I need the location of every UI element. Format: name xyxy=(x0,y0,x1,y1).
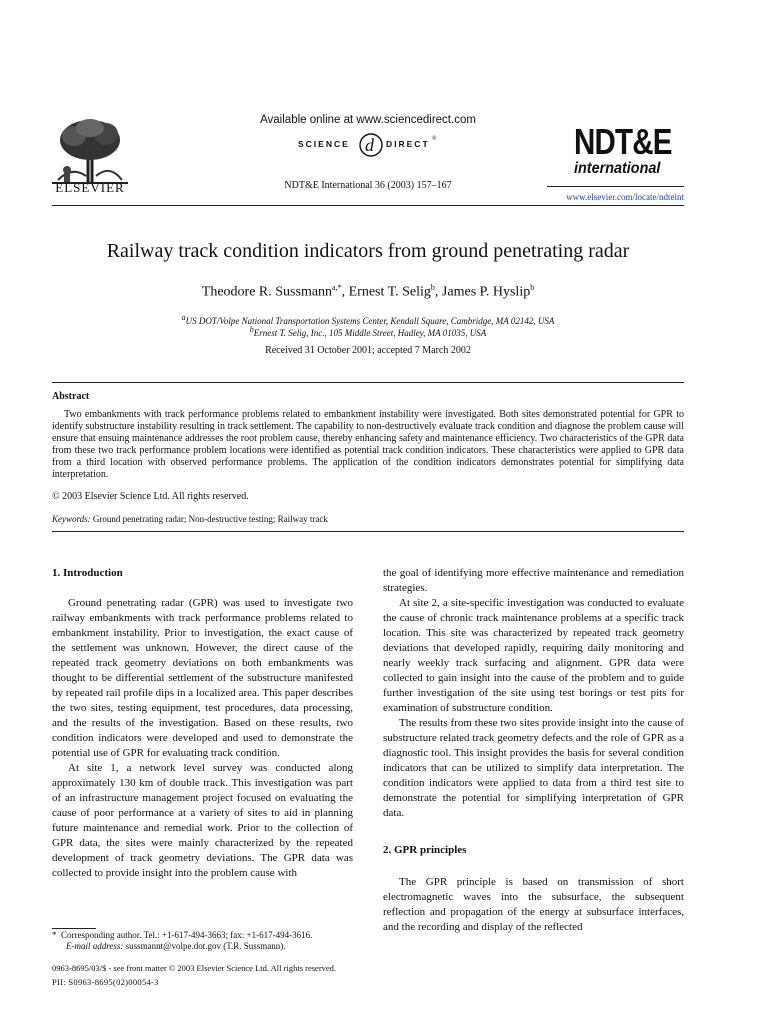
email-address[interactable]: sussmannt@volpe.dot.gov (T.R. Sussmann). xyxy=(125,941,286,951)
abstract-copyright: © 2003 Elsevier Science Ltd. All rights reserved. xyxy=(52,491,249,502)
affiliation-sup: b xyxy=(249,325,254,334)
journal-logo-top: NDT&E xyxy=(574,121,672,162)
svg-text:d: d xyxy=(365,135,374,155)
keywords-list: Ground penetrating radar; Non-destructive testing; Railway track xyxy=(92,514,328,524)
body-paragraph: At site 1, a network level survey was conducted along approximately 130 km of double track. This investigation was part of an infrastructure management project focused on evaluating the cause of poor performance at a variety of sites to aid in planning future maintenance and remedial work. Prior to the collection of GPR data, the sites were mainly characterized by the repeated development of track geometry deviations. The GPR data was collected to provide insight into the problem cause with xyxy=(52,762,353,879)
header-divider xyxy=(52,205,684,206)
email-label: E-mail address: xyxy=(66,941,124,951)
article-title: Railway track condition indicators from ground penetrating radar xyxy=(106,240,630,262)
sciencedirect-right-text: DIRECT xyxy=(386,139,430,149)
sciencedirect-d-icon xyxy=(358,130,384,160)
keywords-label: Keywords: xyxy=(52,514,91,524)
journal-url-link[interactable]: www.elsevier.com/locate/ndteint xyxy=(566,192,684,202)
keywords xyxy=(52,514,684,524)
section-heading: 2. GPR principles xyxy=(383,844,467,856)
abstract-heading: Abstract xyxy=(52,391,90,402)
received-dates: Received 31 October 2001; accepted 7 March 2002 xyxy=(265,345,471,356)
footnote-corresponding: Corresponding author. Tel.: +1-617-494-3663; fax: +1-617-494-3616. xyxy=(61,930,313,940)
footnote xyxy=(52,930,353,952)
publisher-name: ELSEVIER xyxy=(55,180,125,195)
body-paragraph: The results from these two sites provide insight into the cause of substructure related track geometry defects and the role of GPR as a diagnostic tool. This insight provides the basis for several condition indicators that can be utilized to simplify data interpretation. The condition indicators were applied to data from a third test site to demonstrate the potential for simplifying interpretation of GPR data. xyxy=(383,717,684,819)
sciencedirect-logo xyxy=(298,130,438,160)
footnote-marker: * xyxy=(52,930,57,940)
section-heading: 1. Introduction xyxy=(52,567,123,579)
footnote-rule xyxy=(52,928,96,929)
abstract-bottom-rule xyxy=(52,531,684,532)
body-paragraph: At site 2, a site-specific investigation was conducted to evaluate the cause of chronic track maintenance problems at a specific track location. This site was characterized by repeated track geometry deviations that developed rapidly, requiring daily monitoring and nearly weekly track surfacing and alignment. GPR data were collected to gain insight into the cause of the problem and to guide further investigation of the site using test borings or test pits for examination of substructure condition. xyxy=(383,597,684,714)
body-paragraph: Ground penetrating radar (GPR) was used to investigate two railway embankments with track performance problems related to embankment instability. Prior to investigation, the exact cause of the settlement was unknown. However, the direct cause of the repeated track geometry deviations on both embankments was thought to be differential settlement of the substructure manifested by repeated rail profile dips in a localized area. This paper describes the two sites, testing equipment, test procedures, data processing, and the results of the investigation. Based on these results, two condition indicators were developed and used to demonstrate the potential use of GPR for evaluating track condition. xyxy=(52,597,353,759)
body-paragraph: The GPR principle is based on transmission of short electromagnetic waves into the subsurface, the subsequent reflection and propagation of the energy at subsurface interfaces, and the recording and display of the reflected xyxy=(383,876,684,933)
available-online-text: Available online at www.sciencedirect.com xyxy=(260,114,476,126)
author-sup: b xyxy=(430,283,435,292)
author-name: Ernest T. Selig xyxy=(348,284,431,300)
abstract-top-rule xyxy=(52,382,684,383)
footer-pii: PII: S0963-8695(02)00054-3 xyxy=(52,977,159,987)
body-paragraph: the goal of identifying more effective maintenance and remediation strategies. xyxy=(383,567,684,594)
author-sup: b xyxy=(530,283,535,292)
journal-reference: NDT&E International 36 (2003) 157–167 xyxy=(284,180,452,191)
logo-divider xyxy=(547,186,684,187)
affiliation-text: Ernest T. Selig, Inc., 105 Middle Street, Hadley, MA 01035, USA xyxy=(253,328,487,338)
author-list: Theodore R. Sussmann$^{a,*}$, Ernest T. Selig$^b$, James P. Hyslip$^b$ xyxy=(201,283,535,300)
abstract-text: Two embankments with track performance problems related to embankment instability were investigated. Both sites demonstrated potential for GPR to identify substructure instability resulting in track settlement. The capability to non-destructively evaluate track condition and diagnose the problem cause will ensure that ensuing maintenance addresses the root problem cause, thereby enhancing safety and maintenance efficiency. Two characteristics of the GPR data from these two track performance problem locations were identified as potential track condition indicators. These characteristics were applied to GPR data from a third location with observed performance problems. The application of the condition indicators demonstrates potential for simplifying data interpretation. xyxy=(52,409,684,480)
left-column xyxy=(52,566,353,881)
author-name: Theodore R. Sussmann xyxy=(201,284,333,300)
sciencedirect-left-text: SCIENCE xyxy=(298,139,350,149)
footer-front-matter: 0963-8695/03/$ - see front matter © 2003 Elsevier Science Ltd. All rights reserved. xyxy=(52,963,337,973)
affiliation-text: US DOT/Volpe National Transportation Systems Center, Kendall Square, Cambridge, MA 02142, USA xyxy=(185,316,555,326)
author-name: James P. Hyslip xyxy=(441,284,531,300)
affiliation xyxy=(52,325,684,338)
author-sup: a,* xyxy=(332,283,342,292)
right-column xyxy=(383,566,684,935)
affiliation-sup: a xyxy=(181,313,186,322)
journal-logo-bottom: international xyxy=(574,160,661,177)
registered-mark: ® xyxy=(432,136,437,142)
